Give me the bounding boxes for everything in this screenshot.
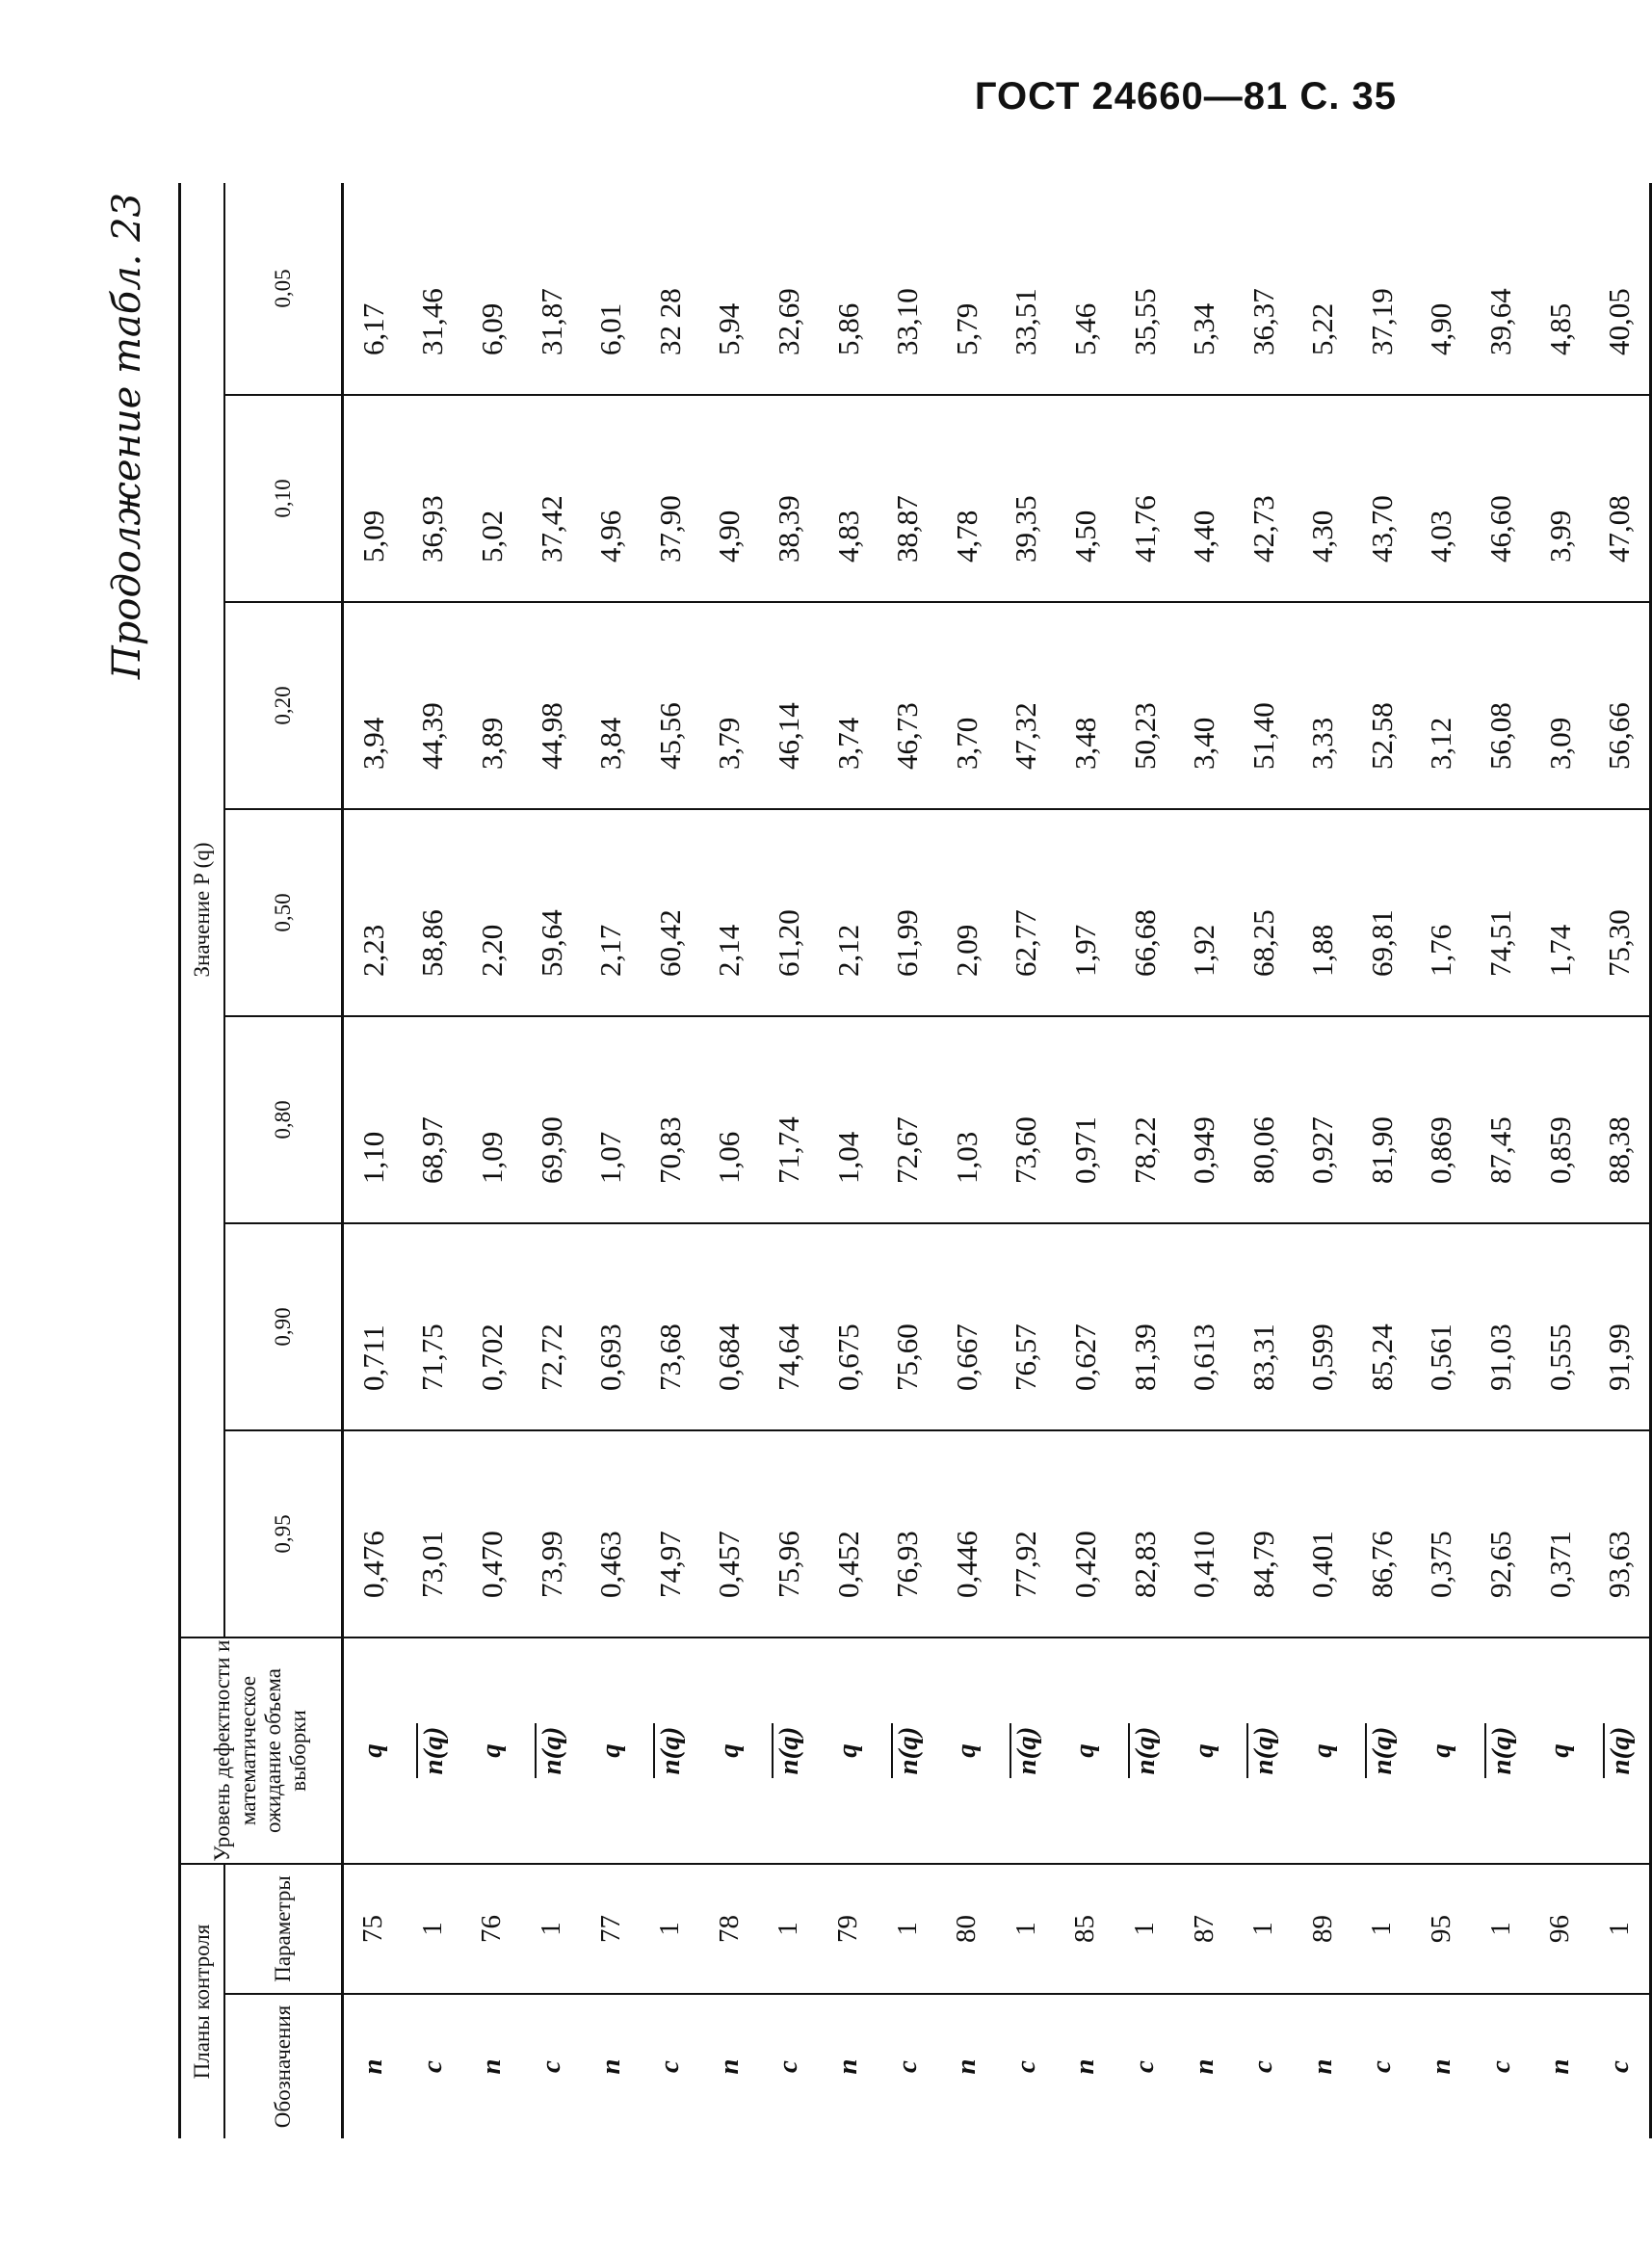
level-cell	[878, 1637, 937, 1864]
level-symbol: q	[951, 1743, 983, 1758]
designation-cell: c	[1234, 1994, 1294, 2138]
value-cell: 0,452	[819, 1430, 878, 1637]
value-cell: 47,32	[997, 602, 1057, 809]
table-row	[581, 183, 641, 2138]
value-cell: 74,51	[1471, 809, 1531, 1016]
value-cell: 0,470	[462, 1430, 522, 1637]
level-cell	[462, 1637, 522, 1864]
value-cell: 5,94	[712, 302, 747, 355]
value-cell: 0,927	[1294, 1016, 1353, 1223]
value-cell: 1,09	[462, 1016, 522, 1223]
value-cell: 5,79	[949, 302, 983, 355]
value-cell: 5,02	[462, 395, 522, 602]
level-symbol: q	[713, 1743, 745, 1758]
value-cell: 3,09	[1531, 602, 1590, 809]
value-cell: 6,09	[474, 302, 509, 355]
value-cell: 66,68	[1115, 809, 1175, 1016]
table-row	[1115, 183, 1175, 2138]
table-row	[1471, 183, 1531, 2138]
table-row	[1531, 183, 1590, 2138]
designation-cell: n	[1412, 1994, 1472, 2138]
value-cell: 4,78	[937, 395, 997, 602]
value-cell: 76,57	[997, 1223, 1057, 1430]
designation-cell: c	[522, 1994, 582, 2138]
value-cell: 73,68	[641, 1223, 700, 1430]
value-cell: 0,667	[937, 1223, 997, 1430]
value-cell: 91,99	[1589, 1223, 1650, 1430]
page-header: ГОСТ 24660—81 С. 35	[974, 75, 1397, 118]
designation-cell: c	[404, 1994, 463, 2138]
value-cell: 0,401	[1294, 1430, 1353, 1637]
value-cell: 42,73	[1234, 395, 1294, 602]
value-cell: 0,446	[937, 1430, 997, 1637]
parameter-cell: 1	[1115, 1864, 1175, 1994]
value-cell: 4,90	[1424, 302, 1458, 355]
value-cell: 87,45	[1471, 1016, 1531, 1223]
level-symbol: n(q)	[891, 1723, 925, 1779]
value-cell: 3,40	[1174, 602, 1234, 809]
data-table	[178, 183, 1652, 2138]
designation-cell: c	[1115, 1994, 1175, 2138]
value-cell: 78,22	[1115, 1016, 1175, 1223]
table-row	[404, 183, 463, 2138]
value-cell: 75,96	[759, 1430, 819, 1637]
level-symbol: n(q)	[416, 1723, 450, 1779]
value-cell: 0,555	[1531, 1223, 1590, 1430]
level-symbol: n(q)	[1603, 1723, 1637, 1779]
level-symbol: n(q)	[772, 1723, 805, 1779]
value-cell: 85,24	[1352, 1223, 1412, 1430]
value-cell: 0,457	[700, 1430, 760, 1637]
parameter-cell: 1	[404, 1864, 463, 1994]
level-cell	[1471, 1637, 1531, 1864]
parameter-cell: 80	[937, 1864, 997, 1994]
value-cell: 71,75	[404, 1223, 463, 1430]
table-row	[700, 183, 760, 2138]
designation-cell: c	[759, 1994, 819, 2138]
value-cell: 0,420	[1056, 1430, 1115, 1637]
designation-cell: n	[462, 1994, 522, 2138]
value-cell: 3,12	[1412, 602, 1472, 809]
value-cell: 38,87	[878, 395, 937, 602]
table-row	[641, 183, 700, 2138]
level-cell	[1589, 1637, 1650, 1864]
level-symbol: q	[594, 1743, 626, 1758]
value-cell: 59,64	[522, 809, 582, 1016]
header-level-text: Уровень дефектности и математическое ожидание объема выборки	[210, 1639, 311, 1862]
value-cell: 83,31	[1234, 1223, 1294, 1430]
header-p-4: 0,20	[224, 602, 343, 809]
value-cell: 74,97	[641, 1430, 700, 1637]
designation-cell: n	[1056, 1994, 1115, 2138]
level-symbol: n(q)	[1484, 1723, 1518, 1779]
value-cell: 72,72	[522, 1223, 582, 1430]
parameter-cell: 87	[1174, 1864, 1234, 1994]
value-cell: 68,97	[404, 1016, 463, 1223]
value-cell: 38,39	[759, 395, 819, 602]
value-cell: 84,79	[1234, 1430, 1294, 1637]
value-cell: 4,50	[1056, 395, 1115, 602]
value-cell: 47,08	[1589, 395, 1650, 602]
value-cell: 43,70	[1352, 395, 1412, 602]
parameter-cell: 1	[1352, 1864, 1412, 1994]
value-cell: 75,30	[1589, 809, 1650, 1016]
value-cell: 80,06	[1234, 1016, 1294, 1223]
value-cell: 2,14	[700, 809, 760, 1016]
value-cell: 31,46	[415, 288, 450, 355]
value-cell: 37,42	[522, 395, 582, 602]
value-cell: 93,63	[1589, 1430, 1650, 1637]
parameter-cell: 1	[1234, 1864, 1294, 1994]
value-cell: 0,675	[819, 1223, 878, 1430]
value-cell: 3,84	[581, 602, 641, 809]
value-cell: 46,73	[878, 602, 937, 809]
value-cell: 82,83	[1115, 1430, 1175, 1637]
header-p-1: 0,90	[224, 1223, 343, 1430]
value-cell: 0,684	[700, 1223, 760, 1430]
designation-cell: n	[1174, 1994, 1234, 2138]
value-cell: 32,69	[771, 288, 805, 355]
value-cell: 0,463	[581, 1430, 641, 1637]
value-cell: 2,09	[937, 809, 997, 1016]
value-cell: 0,561	[1412, 1223, 1472, 1430]
value-cell: 70,83	[641, 1016, 700, 1223]
level-symbol: q	[1306, 1743, 1338, 1758]
level-cell	[997, 1637, 1057, 1864]
value-cell: 36,37	[1246, 288, 1280, 355]
value-cell: 4,90	[700, 395, 760, 602]
table-row	[878, 183, 937, 2138]
designation-cell: c	[1589, 1994, 1650, 2138]
value-cell: 0,971	[1056, 1016, 1115, 1223]
header-p-6: 0,05	[224, 183, 343, 395]
value-cell: 72,67	[878, 1016, 937, 1223]
value-cell: 2,17	[581, 809, 641, 1016]
designation-cell: n	[1294, 1994, 1353, 2138]
header-parameters: Параметры	[224, 1864, 343, 1994]
level-cell	[1115, 1637, 1175, 1864]
table-row	[1174, 183, 1234, 2138]
parameter-cell: 85	[1056, 1864, 1115, 1994]
header-value-group-text: Значение P (q)	[189, 842, 214, 978]
value-cell: 5,46	[1067, 302, 1102, 355]
parameter-cell: 1	[997, 1864, 1057, 1994]
value-cell: 0,613	[1174, 1223, 1234, 1430]
level-cell	[404, 1637, 463, 1864]
header-p-5: 0,10	[224, 395, 343, 602]
parameter-cell: 1	[522, 1864, 582, 1994]
value-cell: 1,04	[819, 1016, 878, 1223]
value-cell: 40,05	[1589, 183, 1650, 395]
value-cell: 0,371	[1531, 1430, 1590, 1637]
header-level	[180, 1637, 343, 1864]
table-row	[462, 183, 522, 2138]
value-cell: 0,476	[343, 1430, 404, 1637]
parameter-cell: 95	[1412, 1864, 1472, 1994]
designation-cell: n	[581, 1994, 641, 2138]
parameter-cell: 96	[1531, 1864, 1590, 1994]
value-cell: 77,92	[997, 1430, 1057, 1637]
value-cell: 45,56	[641, 602, 700, 809]
value-cell: 6,17	[355, 302, 390, 355]
value-cell: 2,23	[343, 809, 404, 1016]
parameter-cell: 76	[462, 1864, 522, 1994]
level-cell	[819, 1637, 878, 1864]
parameter-cell: 75	[343, 1864, 404, 1994]
level-cell	[1234, 1637, 1294, 1864]
value-cell: 92,65	[1471, 1430, 1531, 1637]
value-cell: 81,90	[1352, 1016, 1412, 1223]
designation-cell: c	[1352, 1994, 1412, 2138]
value-cell: 73,99	[522, 1430, 582, 1637]
value-cell: 3,99	[1531, 395, 1590, 602]
level-symbol: q	[1069, 1743, 1101, 1758]
value-cell: 3,70	[937, 602, 997, 809]
value-cell: 3,74	[819, 602, 878, 809]
level-cell	[1531, 1637, 1590, 1864]
table-row	[759, 183, 819, 2138]
value-cell: 56,08	[1471, 602, 1531, 809]
value-cell: 0,859	[1531, 1016, 1590, 1223]
value-cell: 32 28	[652, 288, 687, 355]
value-cell: 58,86	[404, 809, 463, 1016]
table-row	[1589, 183, 1650, 2138]
parameter-cell: 1	[1471, 1864, 1531, 1994]
value-cell: 1,76	[1412, 809, 1472, 1016]
value-cell: 46,14	[759, 602, 819, 809]
value-cell: 73,60	[997, 1016, 1057, 1223]
parameter-cell: 79	[819, 1864, 878, 1994]
value-cell: 35,55	[1127, 288, 1162, 355]
parameter-cell: 1	[641, 1864, 700, 1994]
value-cell: 68,25	[1234, 809, 1294, 1016]
level-cell	[1056, 1637, 1115, 1864]
value-cell: 3,94	[343, 602, 404, 809]
value-cell: 37,90	[641, 395, 700, 602]
value-cell: 3,48	[1056, 602, 1115, 809]
value-cell: 6,01	[593, 302, 628, 355]
value-cell: 39,64	[1483, 288, 1518, 355]
level-symbol: q	[1544, 1743, 1576, 1758]
level-cell	[700, 1637, 760, 1864]
value-cell: 3,79	[700, 602, 760, 809]
value-cell: 1,10	[343, 1016, 404, 1223]
value-cell: 36,93	[404, 395, 463, 602]
level-symbol: n(q)	[653, 1723, 687, 1779]
value-cell: 2,20	[462, 809, 522, 1016]
value-cell: 56,66	[1589, 602, 1650, 809]
designation-cell: n	[937, 1994, 997, 2138]
value-cell: 0,599	[1294, 1223, 1353, 1430]
parameter-cell: 77	[581, 1864, 641, 1994]
level-cell	[937, 1637, 997, 1864]
table-row	[819, 183, 878, 2138]
value-cell: 33,51	[1009, 288, 1043, 355]
value-cell: 81,39	[1115, 1223, 1175, 1430]
value-cell: 69,90	[522, 1016, 582, 1223]
value-cell: 5,22	[1305, 302, 1340, 355]
value-cell: 52,58	[1352, 602, 1412, 809]
table-row	[343, 183, 404, 2138]
parameter-cell: 1	[1589, 1864, 1650, 1994]
value-cell: 50,23	[1115, 602, 1175, 809]
value-cell: 51,40	[1234, 602, 1294, 809]
header-p-3: 0,50	[224, 809, 343, 1016]
value-cell: 0,949	[1174, 1016, 1234, 1223]
level-symbol: q	[1188, 1743, 1219, 1758]
value-cell: 1,74	[1531, 809, 1590, 1016]
header-value-group	[180, 183, 225, 1637]
value-cell: 5,86	[830, 302, 865, 355]
table-row	[997, 183, 1057, 2138]
table-row	[1294, 183, 1353, 2138]
value-cell: 76,93	[878, 1430, 937, 1637]
value-cell: 73,01	[404, 1430, 463, 1637]
value-cell: 60,42	[641, 809, 700, 1016]
value-cell: 1,88	[1294, 809, 1353, 1016]
value-cell: 69,81	[1352, 809, 1412, 1016]
level-cell	[1352, 1637, 1412, 1864]
level-cell	[759, 1637, 819, 1864]
designation-cell: c	[878, 1994, 937, 2138]
designation-cell: c	[641, 1994, 700, 2138]
table-body	[343, 183, 1651, 2138]
level-symbol: q	[1425, 1743, 1456, 1758]
designation-cell: n	[343, 1994, 404, 2138]
value-cell: 62,77	[997, 809, 1057, 1016]
value-cell: 2,12	[819, 809, 878, 1016]
table-row	[1056, 183, 1115, 2138]
value-cell: 4,85	[1542, 302, 1577, 355]
level-cell	[1174, 1637, 1234, 1864]
value-cell: 0,711	[343, 1223, 404, 1430]
value-cell: 74,64	[759, 1223, 819, 1430]
value-cell: 0,375	[1412, 1430, 1472, 1637]
value-cell: 88,38	[1589, 1016, 1650, 1223]
level-cell	[581, 1637, 641, 1864]
table-row	[1352, 183, 1412, 2138]
value-cell: 0,627	[1056, 1223, 1115, 1430]
level-cell	[1412, 1637, 1472, 1864]
value-cell: 5,09	[343, 395, 404, 602]
level-symbol: n(q)	[1246, 1723, 1280, 1779]
table-row	[937, 183, 997, 2138]
value-cell: 31,87	[534, 288, 568, 355]
value-cell: 61,20	[759, 809, 819, 1016]
parameter-cell: 1	[759, 1864, 819, 1994]
table-caption: Продолжение табл. 23	[105, 193, 149, 680]
level-cell	[1294, 1637, 1353, 1864]
level-cell	[641, 1637, 700, 1864]
value-cell: 0,410	[1174, 1430, 1234, 1637]
value-cell: 1,92	[1174, 809, 1234, 1016]
value-cell: 1,97	[1056, 809, 1115, 1016]
value-cell: 5,34	[1187, 302, 1221, 355]
table-row	[1234, 183, 1294, 2138]
value-cell: 1,03	[937, 1016, 997, 1223]
parameter-cell: 89	[1294, 1864, 1353, 1994]
value-cell: 4,96	[581, 395, 641, 602]
value-cell: 4,30	[1294, 395, 1353, 602]
designation-cell: n	[700, 1994, 760, 2138]
header-designation: Обозначения	[224, 1994, 343, 2138]
value-cell: 0,702	[462, 1223, 522, 1430]
parameter-cell: 1	[878, 1864, 937, 1994]
value-cell: 0,693	[581, 1223, 641, 1430]
value-cell: 0,869	[1412, 1016, 1472, 1223]
value-cell: 44,39	[404, 602, 463, 809]
designation-cell: c	[1471, 1994, 1531, 2138]
value-cell: 91,03	[1471, 1223, 1531, 1430]
header-p-0: 0,95	[224, 1430, 343, 1637]
header-p-2: 0,80	[224, 1016, 343, 1223]
level-cell	[522, 1637, 582, 1864]
level-symbol: q	[476, 1743, 508, 1758]
value-cell: 86,76	[1352, 1430, 1412, 1637]
value-cell: 3,89	[462, 602, 522, 809]
parameter-cell: 78	[700, 1864, 760, 1994]
table-row	[522, 183, 582, 2138]
designation-cell: c	[997, 1994, 1057, 2138]
value-cell: 75,60	[878, 1223, 937, 1430]
value-cell: 3,33	[1294, 602, 1353, 809]
level-symbol: q	[832, 1743, 864, 1758]
value-cell: 1,07	[581, 1016, 641, 1223]
value-cell: 41,76	[1115, 395, 1175, 602]
level-cell	[343, 1637, 404, 1864]
level-symbol: n(q)	[535, 1723, 568, 1779]
value-cell: 33,10	[890, 288, 925, 355]
value-cell: 4,40	[1174, 395, 1234, 602]
value-cell: 61,99	[878, 809, 937, 1016]
rotated-table-area	[105, 183, 1637, 2138]
table-row	[1412, 183, 1472, 2138]
designation-cell: n	[819, 1994, 878, 2138]
level-symbol: n(q)	[1010, 1723, 1043, 1779]
value-cell: 37,19	[1364, 288, 1399, 355]
value-cell: 1,06	[700, 1016, 760, 1223]
value-cell: 46,60	[1471, 395, 1531, 602]
header-plans: Планы контроля	[180, 1864, 225, 2138]
value-cell: 71,74	[759, 1016, 819, 1223]
value-cell: 4,83	[819, 395, 878, 602]
level-symbol: n(q)	[1365, 1723, 1399, 1779]
value-cell: 39,35	[997, 395, 1057, 602]
value-cell: 4,03	[1412, 395, 1472, 602]
value-cell: 44,98	[522, 602, 582, 809]
designation-cell: n	[1531, 1994, 1590, 2138]
level-symbol: q	[357, 1743, 389, 1758]
level-symbol: n(q)	[1128, 1723, 1162, 1779]
